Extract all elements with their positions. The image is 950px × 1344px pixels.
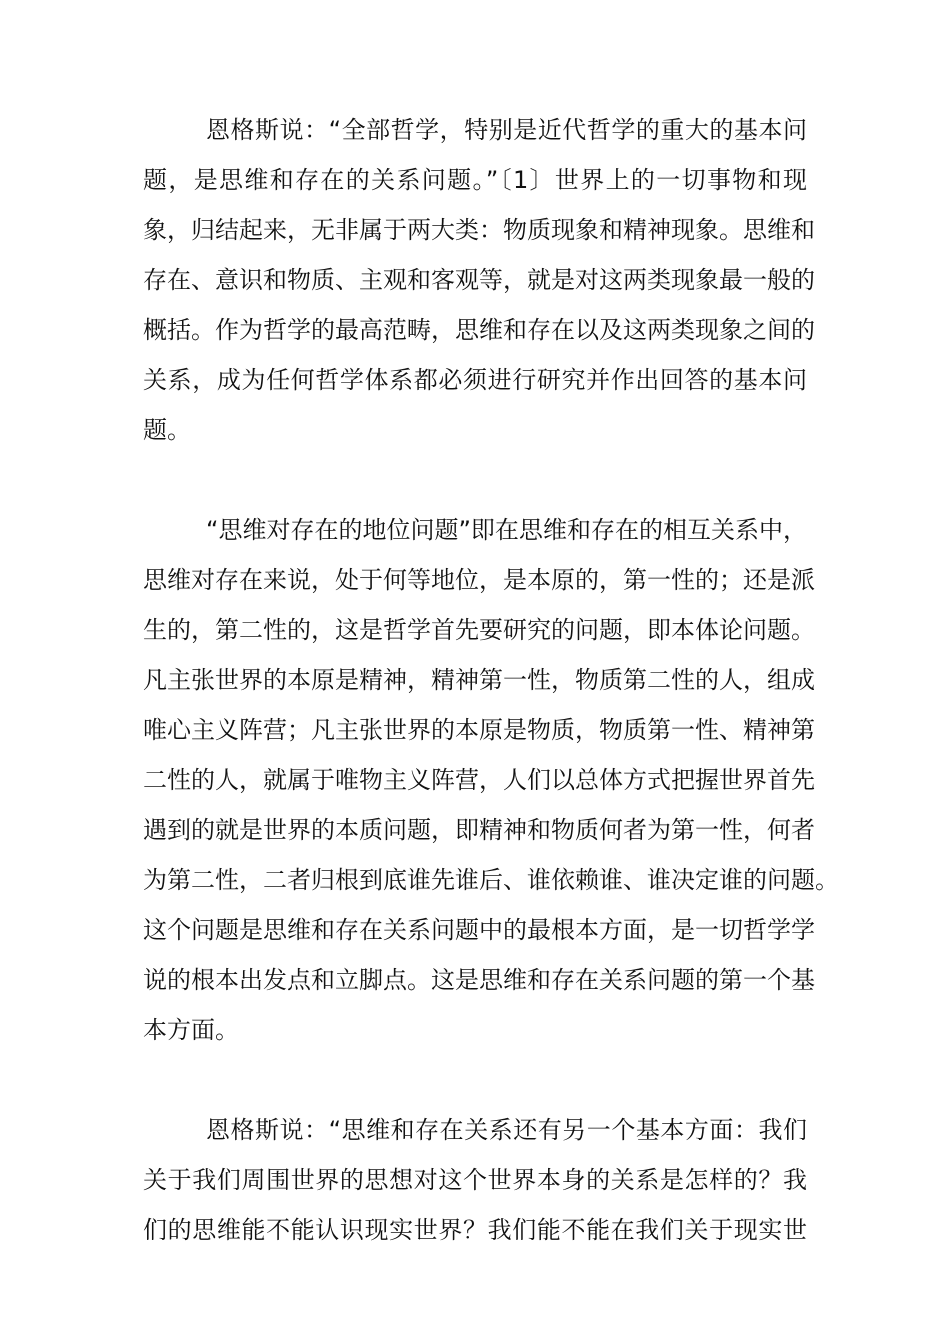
paragraph-line: 题，是思维和存在的关系问题。”〔1〕世界上的一切事物和现 [143,166,807,194]
paragraph-line: “思维对存在的地位问题”即在思维和存在的相互关系中， [206,516,807,544]
paragraph-line: 题。 [143,416,191,444]
paragraph-3 [143,1105,807,1255]
paragraph-line: 说的根本出发点和立脚点。这是思维和存在关系问题的第一个基 [143,966,815,994]
paragraph-line: 恩格斯说：“思维和存在关系还有另一个基本方面：我们 [206,1116,807,1144]
paragraph-line: 思维对存在来说，处于何等地位，是本原的，第一性的；还是派 [143,566,815,594]
paragraph-line: 关于我们周围世界的思想对这个世界本身的关系是怎样的？我 [143,1166,807,1194]
paragraph-line: 象，归结起来，无非属于两大类：物质现象和精神现象。思维和 [143,216,815,244]
paragraph-line: 们的思维能不能认识现实世界？我们能不能在我们关于现实世 [143,1216,807,1244]
paragraph-line: 二性的人，就属于唯物主义阵营，人们以总体方式把握世界首先 [143,766,815,794]
paragraph-line: 为第二性，二者归根到底谁先谁后、谁依赖谁、谁决定谁的问题。 [143,866,839,894]
paragraph-line: 这个问题是思维和存在关系问题中的最根本方面，是一切哲学学 [143,916,815,944]
paragraph-line: 本方面。 [143,1016,239,1044]
paragraph-line: 关系，成为任何哲学体系都必须进行研究并作出回答的基本问 [143,366,807,394]
paragraph-line: 唯心主义阵营；凡主张世界的本原是物质，物质第一性、精神第 [143,716,815,744]
paragraph-1 [143,105,815,455]
paragraph-line: 生的，第二性的，这是哲学首先要研究的问题，即本体论问题。 [143,616,815,644]
paragraph-line: 恩格斯说：“全部哲学，特别是近代哲学的重大的基本问 [206,116,807,144]
paragraph-line: 存在、意识和物质、主观和客观等，就是对这两类现象最一般的 [143,266,815,294]
paragraph-line: 遇到的就是世界的本质问题，即精神和物质何者为第一性，何者 [143,816,815,844]
paragraph-line: 概括。作为哲学的最高范畴，思维和存在以及这两类现象之间的 [143,316,815,344]
document-body [143,105,839,1255]
paragraph-spacer [143,455,807,505]
paragraph-line: 凡主张世界的本原是精神，精神第一性，物质第二性的人，组成 [143,666,815,694]
paragraph-spacer [143,1055,807,1105]
paragraph-2 [143,505,839,1055]
